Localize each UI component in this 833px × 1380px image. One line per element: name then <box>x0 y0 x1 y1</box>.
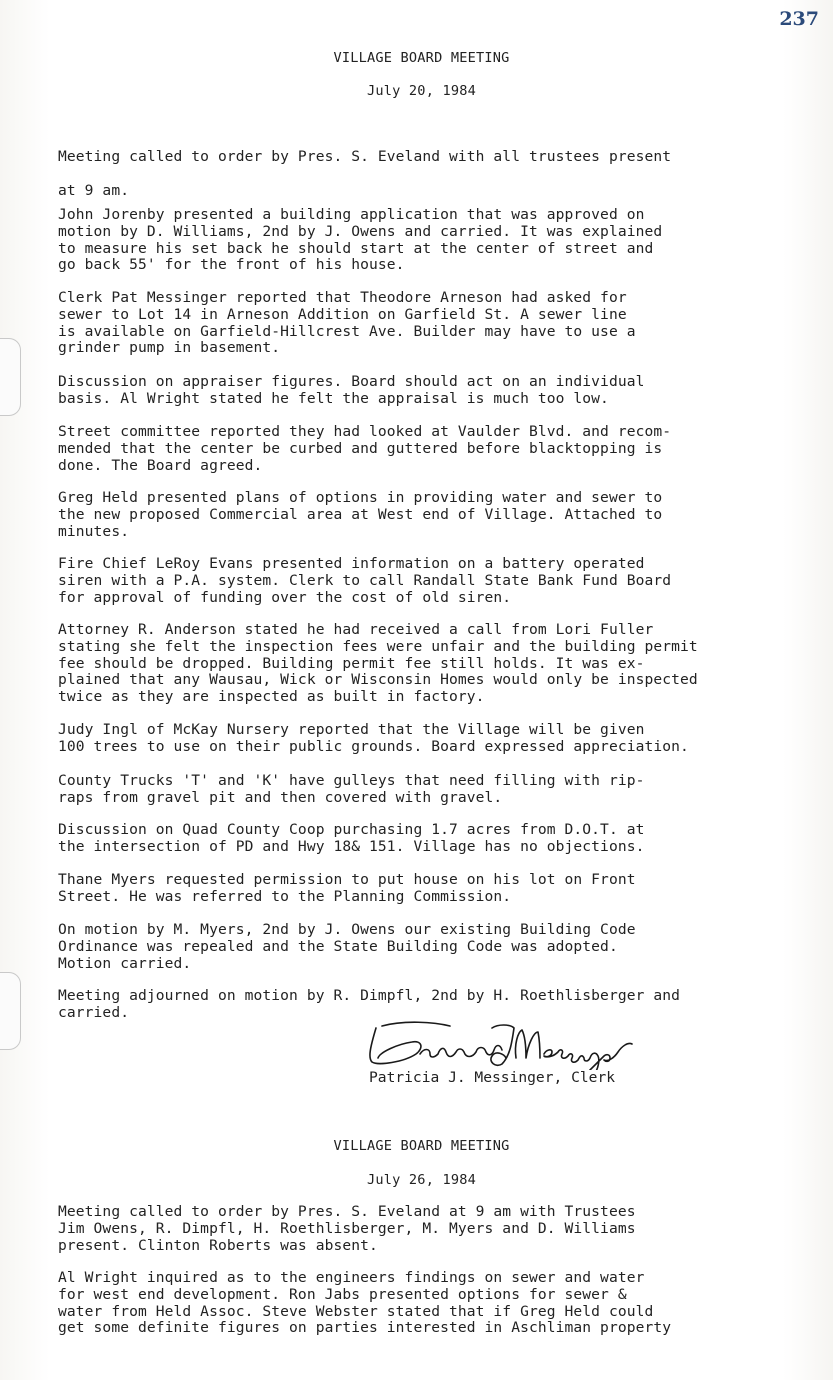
meeting1-paragraph: Clerk Pat Messinger reported that Theodore Arneson had asked for sewer to Lot 14 in Arneson Addition on Garfield St. A sewer line is available on Garfield-Hillcrest Ave. Builder may have to use a grinder pump in basement. <box>58 289 636 357</box>
meeting1-paragraph: Meeting called to order by Pres. S. Eveland with all trustees present <box>58 148 672 165</box>
meeting2-paragraph: Al Wright inquired as to the engineers findings on sewer and water for west end development. Ron Jabs presented options for sewer & water from Held Assoc. Steve Webster stated that if Greg Held could get some definite figures on parties interested in Aschliman property <box>58 1269 672 1337</box>
meeting1-date: July 20, 1984 <box>367 83 476 99</box>
page-number: 237 <box>779 8 819 30</box>
meeting1-paragraph: Attorney R. Anderson stated he had received a call from Lori Fuller stating she felt the inspection fees were unfair and the building permit fee should be dropped. Building permit fee still holds. It was ex- plained that any Wausau, Wick or Wisconsin Homes would only be inspected twice as they are inspected as built in factory. <box>58 621 698 706</box>
meeting2-date: July 26, 1984 <box>367 1172 476 1188</box>
handwritten-signature <box>364 1018 654 1070</box>
meeting1-paragraph: at 9 am. <box>58 182 130 199</box>
meeting1-paragraph: John Jorenby presented a building application that was approved on motion by D. Williams, 2nd by J. Owens and carried. It was explained to measure his set back he should start at the center of street and go back 55' for the front of his house. <box>58 206 663 274</box>
meeting1-paragraph: Discussion on Quad County Coop purchasing 1.7 acres from D.O.T. at the intersection of PD and Hwy 18& 151. Village has no objections. <box>58 821 645 855</box>
punch-hole-top <box>0 338 21 416</box>
meeting1-paragraph: Fire Chief LeRoy Evans presented information on a battery operated siren with a P.A. system. Clerk to call Randall State Bank Fund Board for approval of funding over the cost of old siren. <box>58 555 672 606</box>
meeting1-paragraph: Thane Myers requested permission to put house on his lot on Front Street. He was referred to the Planning Commission. <box>58 871 636 905</box>
meeting1-paragraph: Discussion on appraiser figures. Board should act on an individual basis. Al Wright stated he felt the appraisal is much too low. <box>58 373 645 407</box>
punch-hole-bottom <box>0 972 21 1050</box>
meeting1-paragraph: Judy Ingl of McKay Nursery reported that the Village will be given 100 trees to use on their public grounds. Board expressed appreciation. <box>58 721 689 755</box>
meeting1-paragraph: On motion by M. Myers, 2nd by J. Owens our existing Building Code Ordinance was repealed and the State Building Code was adopted. Motion carried. <box>58 921 636 972</box>
meeting2-title: VILLAGE BOARD MEETING <box>333 1138 510 1154</box>
signature-block <box>364 1018 664 1090</box>
meeting1-paragraph: County Trucks 'T' and 'K' have gulleys that need filling with rip- raps from gravel pit and then covered with gravel. <box>58 772 645 806</box>
meeting1-paragraph: Greg Held presented plans of options in providing water and sewer to the new proposed Commercial area at West end of Village. Attached to minutes. <box>58 489 663 540</box>
meeting1-title: VILLAGE BOARD MEETING <box>333 50 510 66</box>
signature-name: Patricia J. Messinger, Clerk <box>369 1069 616 1086</box>
meeting2-paragraph: Meeting called to order by Pres. S. Eveland at 9 am with Trustees Jim Owens, R. Dimpfl, H. Roethlisberger, M. Myers and D. Williams present. Clinton Roberts was absent. <box>58 1203 636 1254</box>
meeting1-paragraph: Street committee reported they had looked at Vaulder Blvd. and recom- mended that the center be curbed and guttered before blacktopping is done. The Board agreed. <box>58 423 672 474</box>
meeting1-paragraph: Meeting adjourned on motion by R. Dimpfl, 2nd by H. Roethlisberger and carried. <box>58 987 681 1021</box>
